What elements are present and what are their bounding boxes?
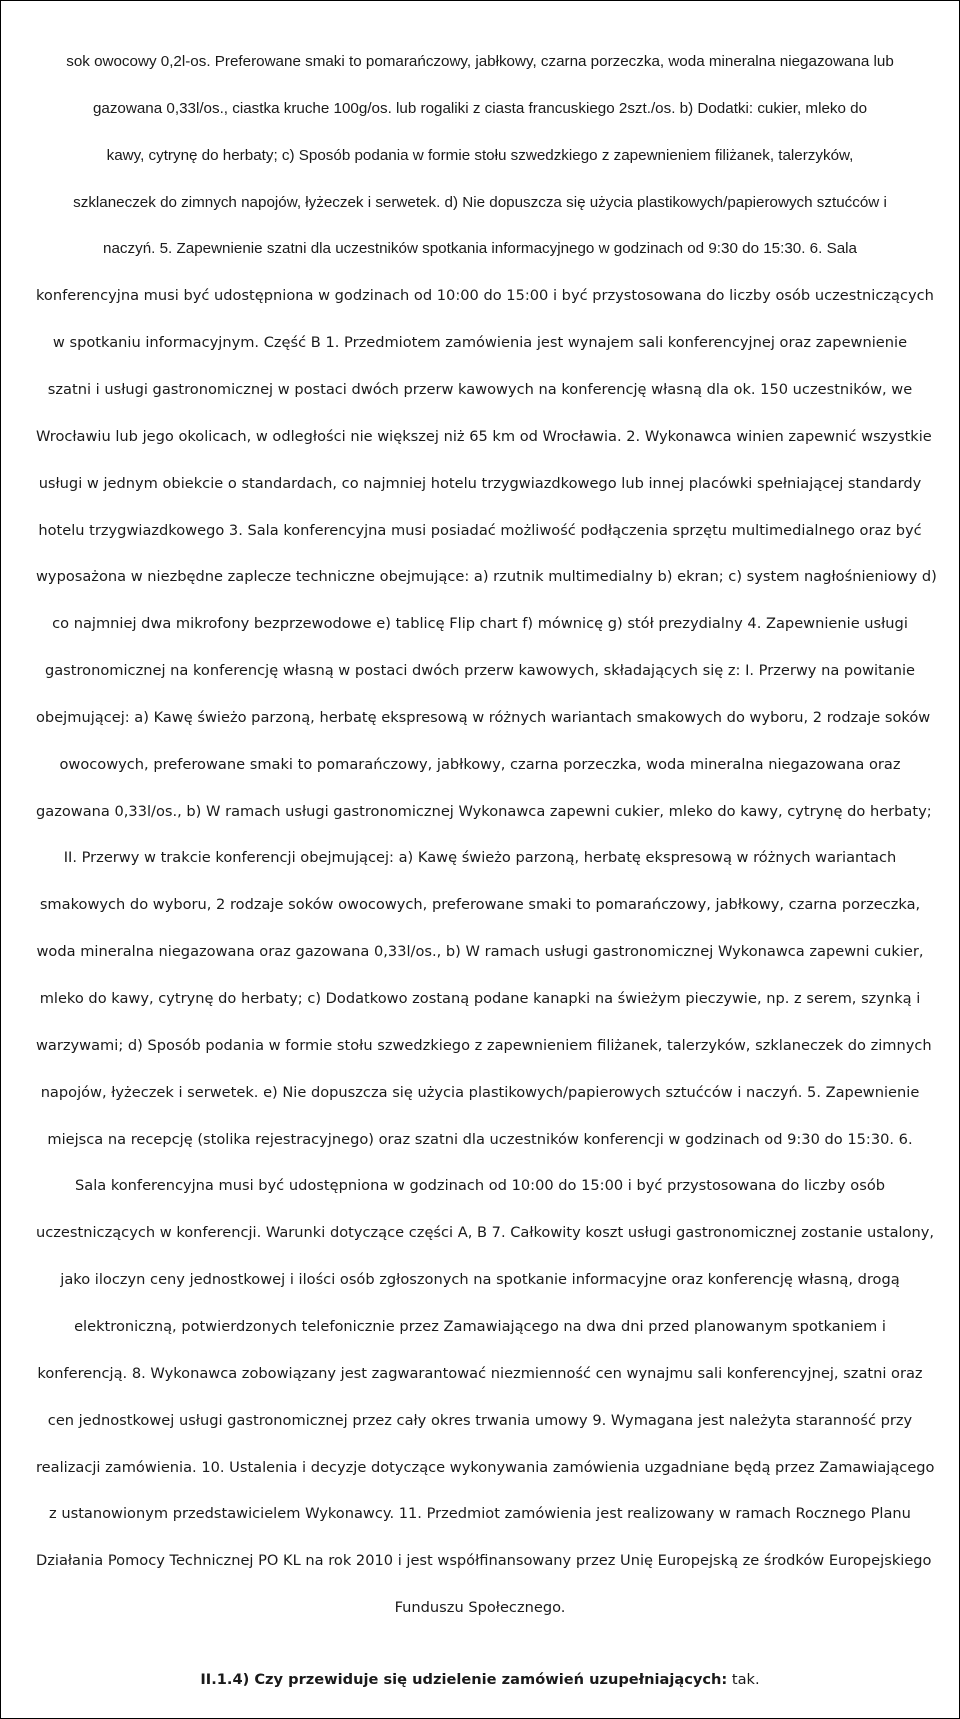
paragraph-line: Sala konferencyjna musi być udostępniona w godzinach od 10:00 do 15:00 i być przystosowana do liczby osób <box>74 1177 886 1194</box>
paragraph-line: uczestniczących w konferencji. Warunki dotyczące części A, B 7. Całkowity koszt usługi gastronomicznej zostanie ustalony, <box>36 1224 935 1241</box>
paragraph-line: hotelu trzygwiazdkowego 3. Sala konferencyjna musi posiadać możliwość podłączenia sprzętu multimedialnego oraz być <box>38 522 922 539</box>
paragraph-line: mleko do kawy, cytrynę do herbaty; c) Dodatkowo zostaną podane kanapki na świeżym pieczywie, np. z serem, szynką i <box>39 990 921 1007</box>
paragraph-line: II. Przerwy w trakcie konferencji obejmującej: a) Kawę świeżo parzoną, herbatę ekspresową w różnych wariantach <box>63 849 897 866</box>
paragraph-line: realizacji zamówienia. 10. Ustalenia i decyzje dotyczące wykonywania zamówienia uzgadniane będą przez Zamawiającego <box>36 1459 935 1476</box>
paragraph-line: napojów, łyżeczek i serwetek. e) Nie dopuszcza się użycia plastikowych/papierowych sztućców i naczyń. 5. Zapewnienie <box>40 1084 920 1101</box>
paragraph-line: konferencyjna musi być udostępniona w godzinach od 10:00 do 15:00 i być przystosowana do liczby osób uczestniczących <box>36 287 934 304</box>
final-question-label: II.1.4) Czy przewiduje się udzielenie zamówień uzupełniających: <box>200 1671 728 1688</box>
paragraph-line: obejmującej: a) Kawę świeżo parzoną, herbatę ekspresową w różnych wariantach smakowych do wyboru, 2 rodzaje soków <box>36 709 931 726</box>
paragraph-line: naczyń. 5. Zapewnienie szatni dla uczestników spotkania informacyjnego w godzinach od 9:30 do 15:30. 6. Sala <box>103 240 857 257</box>
final-question-line <box>36 1670 924 1690</box>
paragraph-line: gastronomicznej na konferencję własną w postaci dwóch przerw kawowych, składających się z: I. Przerwy na powitanie <box>44 662 916 679</box>
paragraph-line: gazowana 0,33l/os., b) W ramach usługi gastronomicznej Wykonawca zapewni cukier, mleko do kawy, cytrynę do herbaty; <box>36 803 932 820</box>
paragraph-line: co najmniej dwa mikrofony bezprzewodowe e) tablicę Flip chart f) mównicę g) stół prezydialny 4. Zapewnienie usługi <box>52 615 908 632</box>
paragraph-line: miejsca na recepcję (stolika rejestracyjnego) oraz szatni dla uczestników konferencji w godzinach od 9:30 do 15:30. 6. <box>47 1131 913 1148</box>
paragraph-line: w spotkaniu informacyjnym. Część B 1. Przedmiotem zamówienia jest wynajem sali konferencyjnej oraz zapewnienie <box>52 334 908 351</box>
paragraph-line: Wrocławiu lub jego okolicach, w odległości nie większej niż 65 km od Wrocławia. 2. Wykonawca winien zapewnić wszystkie <box>36 428 932 445</box>
paragraph-line: Funduszu Społecznego. <box>394 1599 566 1616</box>
paragraph-line: szatni i usługi gastronomicznej w postaci dwóch przerw kawowych na konferencję własną dla ok. 150 uczestników, we <box>47 381 913 398</box>
paragraph-line: Działania Pomocy Technicznej PO KL na rok 2010 i jest współfinansowany przez Unię Europejską ze środków Europejskiego <box>36 1552 932 1569</box>
paragraph-line: woda mineralna niegazowana oraz gazowana 0,33l/os., b) W ramach usługi gastronomicznej Wykonawca zapewni cukier, <box>36 943 924 960</box>
paragraph-line: kawy, cytrynę do herbaty; c) Sposób podania w formie stołu szwedzkiego z zapewnieniem filiżanek, talerzyków, <box>106 147 854 164</box>
final-question-answer: tak. <box>727 1671 760 1688</box>
paragraph-line: sok owocowy 0,2l-os. Preferowane smaki to pomarańczowy, jabłkowy, czarna porzeczka, woda mineralna niegazowana lub <box>66 53 894 70</box>
paragraph-line: z ustanowionym przedstawicielem Wykonawcy. 11. Przedmiot zamówienia jest realizowany w ramach Rocznego Planu <box>49 1505 911 1522</box>
paragraph-line: jako iloczyn ceny jednostkowej i ilości osób zgłoszonych na spotkanie informacyjne oraz konferencję własną, drogą <box>60 1271 900 1288</box>
paragraph-line: smakowych do wyboru, 2 rodzaje soków owocowych, preferowane smaki to pomarańczowy, jabłkowy, czarna porzeczka, <box>39 896 921 913</box>
paragraph-line: elektroniczną, potwierdzonych telefonicznie przez Zamawiającego na dwa dni przed planowanym spotkaniem i <box>74 1318 886 1335</box>
paragraph-line: szklaneczek do zimnych napojów, łyżeczek i serwetek. d) Nie dopuszcza się użycia plastikowych/papierowych sztućców i <box>73 194 887 211</box>
paragraph-line: wyposażona w niezbędne zaplecze techniczne obejmujące: a) rzutnik multimedialny b) ekran; c) system nagłośnieniowy d) <box>36 568 937 585</box>
paragraph-line: cen jednostkowej usługi gastronomicznej przez cały okres trwania umowy 9. Wymagana jest należyta staranność przy <box>47 1412 913 1429</box>
paragraph-line: konferencją. 8. Wykonawca zobowiązany jest zagwarantować niezmienność cen wynajmu sali konferencyjnej, szatni oraz <box>37 1365 923 1382</box>
paragraph-line: warzywami; d) Sposób podania w formie stołu szwedzkiego z zapewnieniem filiżanek, talerzyków, szklaneczek do zimnych <box>36 1037 932 1054</box>
paragraph-line: owocowych, preferowane smaki to pomarańczowy, jabłkowy, czarna porzeczka, woda mineralna niegazowana oraz <box>59 756 901 773</box>
paragraph-line: gazowana 0,33l/os., ciastka kruche 100g/os. lub rogaliki z ciasta francuskiego 2szt./os. b) Dodatki: cukier, mleko do <box>92 100 868 117</box>
paragraph-line: usługi w jednym obiekcie o standardach, co najmniej hotelu trzygwiazdkowego lub innej placówki spełniającej standardy <box>38 475 922 492</box>
